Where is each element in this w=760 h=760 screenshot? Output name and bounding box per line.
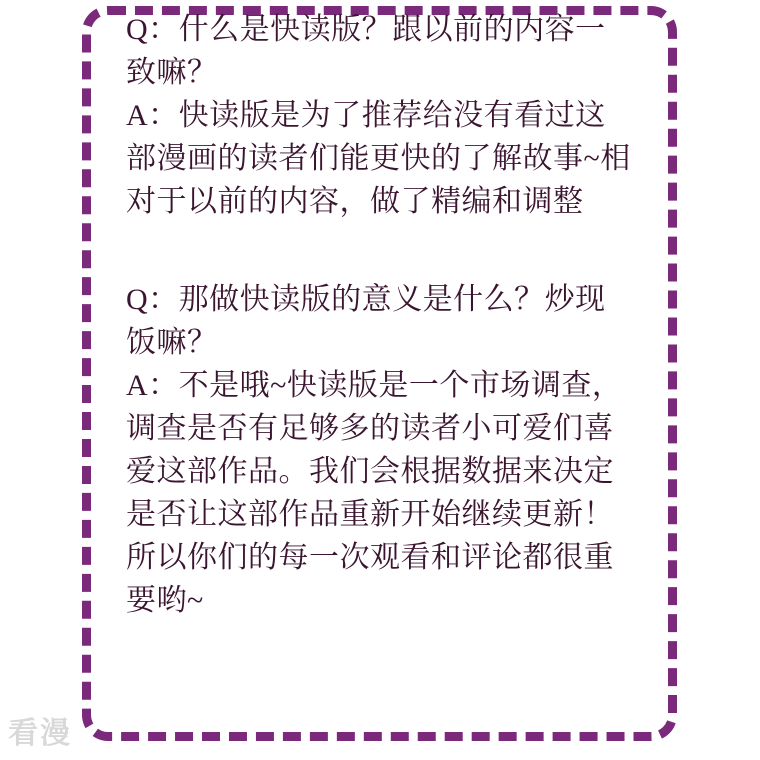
qa-block-2 [126,278,636,622]
qa-content [126,8,636,728]
question-text-1: Q：什么是快读版？跟以前的内容一致嘛？ [126,13,606,89]
question-text-2: Q：那做快读版的意义是什么？炒现饭嘛？ [126,283,606,359]
answer-text-1: A：快读版是为了推荐给没有看过这部漫画的读者们能更快的了解故事~相对于以前的内容，做了精编和调整 [126,99,631,218]
watermark-label: 看漫 [8,717,72,750]
qa-block-1 [126,8,636,223]
answer-text-2: A：不是哦~快读版是一个市场调查，调查是否有足够多的读者小可爱们喜爱这部作品。我们会根据数据来决定是否让这部作品重新开始继续更新！所以你们的每一次观看和评论都很重要哟~ [126,369,623,617]
